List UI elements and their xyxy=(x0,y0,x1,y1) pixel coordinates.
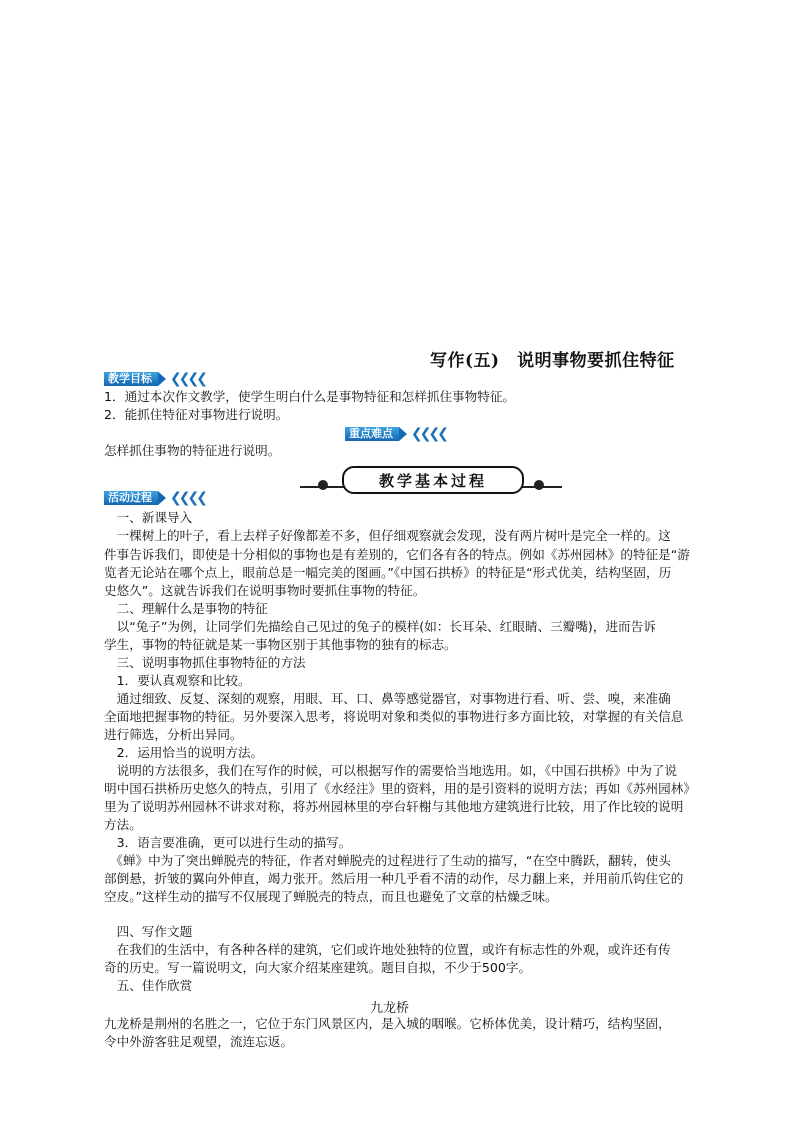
chevron-left-icon: ❮❮❮❮ xyxy=(411,426,446,442)
section-label-key xyxy=(345,427,446,441)
text-line: 以“兔子”为例，让同学们先描绘自己见过的兔子的模样(如：长耳朵、红眼睛、三瓣嘴)，进而告诉 xyxy=(104,619,656,634)
text-line: 说明的方法很多，我们在写作的时候，可以根据写作的需要恰当地选用。如，《中国石拱桥》中为了说 xyxy=(104,763,678,778)
text-line: 2．运用恰当的说明方法。 xyxy=(104,745,264,760)
goals-label: 教学目标 xyxy=(104,372,158,386)
activity-label: 活动过程 xyxy=(104,491,158,505)
text-line: 空皮。”这样生动的描写不仅展现了蝉脱壳的特点，而且也避免了文章的枯燥乏味。 xyxy=(104,889,558,904)
text-line: 一、新课导入 xyxy=(104,510,193,525)
text-line: 方法。 xyxy=(104,817,142,832)
essay-title: 九龙桥 xyxy=(370,1001,410,1016)
text-line: 二、理解什么是事物的特征 xyxy=(104,601,268,616)
text-line: 部倒悬，折皱的翼向外伸直，竭力张开。然后用一种几乎看不清的动作，尽力翻上来，并用前爪钩住它的 xyxy=(104,871,684,886)
text-line: 明中国石拱桥历史悠久的特点，引用了《水经注》里的资料，用的是引资料的说明方法；再如《苏州园林》 xyxy=(104,781,696,796)
text-line: 史悠久”。这就告诉我们在说明事物时要抓住事物的特征。 xyxy=(104,583,426,598)
chevron-left-icon: ❮❮❮❮ xyxy=(170,371,205,387)
text-line: 九龙桥是荆州的名胜之一，它位于东门风景区内，是入城的咽喉。它桥体优美，设计精巧，结构坚固， xyxy=(104,1016,671,1031)
text-line: 学生，事物的特征就是某一事物区别于其他事物的独有的标志。 xyxy=(104,637,457,652)
process-banner-title: 教学基本过程 xyxy=(342,466,524,494)
text-line: 1．通过本次作文教学，使学生明白什么是事物特征和怎样抓住事物特征。 xyxy=(104,389,516,404)
text-line: 全面地把握事物的特征。另外要深入思考，将说明对象和类似的事物进行多方面比较，对掌握的有关信息 xyxy=(104,709,684,724)
key-label: 重点难点 xyxy=(345,427,399,441)
page-title: 写作(五) 说明事物要抓住特征 xyxy=(430,351,675,371)
text-line: 在我们的生活中，有各种各样的建筑，它们或许地处独特的位置，或许有标志性的外观，或许还有传 xyxy=(104,942,671,957)
text-line: 怎样抓住事物的特征进行说明。 xyxy=(104,443,281,458)
section-label-activity xyxy=(104,491,205,505)
text-line: 3．语言要准确，更可以进行生动的描写。 xyxy=(104,835,352,850)
text-line: 1．要认真观察和比较。 xyxy=(104,673,251,688)
text-line: 一棵树上的叶子，看上去样子好像都差不多，但仔细观察就会发现，没有两片树叶是完全一样的。这 xyxy=(104,528,671,543)
text-line: 令中外游客驻足观望，流连忘返。 xyxy=(104,1034,293,1049)
process-banner xyxy=(300,466,562,492)
text-line: 览者无论站在哪个点上，眼前总是一幅完美的图画。”《中国石拱桥》的特征是“形式优美，结构坚固，历 xyxy=(104,565,672,580)
text-line: 进行筛选，分析出异同。 xyxy=(104,727,243,742)
text-line: 四、写作文题 xyxy=(104,924,193,939)
text-line: 五、佳作欣赏 xyxy=(104,978,193,993)
text-line: 里为了说明苏州园林不讲求对称，将苏州园林里的亭台轩榭与其他地方建筑进行比较，用了作比较的说明 xyxy=(104,799,684,814)
dot-icon xyxy=(534,480,544,490)
text-line: 通过细致、反复、深刻的观察，用眼、耳、口、鼻等感觉器官，对事物进行看、听、尝、嗅，来准确 xyxy=(104,691,671,706)
text-line: 奇的历史。写一篇说明文，向大家介绍某座建筑。题目自拟，不少于500字。 xyxy=(104,960,532,975)
text-line: 《蝉》中为了突出蝉脱壳的特征，作者对蝉脱壳的过程进行了生动的描写，“在空中腾跃，翻转，使头 xyxy=(104,853,671,868)
chevron-left-icon: ❮❮❮❮ xyxy=(170,490,205,506)
text-line: 三、说明事物抓住事物特征的方法 xyxy=(104,655,306,670)
text-line: 2．能抓住特征对事物进行说明。 xyxy=(104,407,289,422)
section-label-goals xyxy=(104,372,205,386)
dot-icon xyxy=(318,480,328,490)
text-line: 件事告诉我们，即使是十分相似的事物也是有差别的，它们各有各的特点。例如《苏州园林》的特征是“游 xyxy=(104,547,690,562)
